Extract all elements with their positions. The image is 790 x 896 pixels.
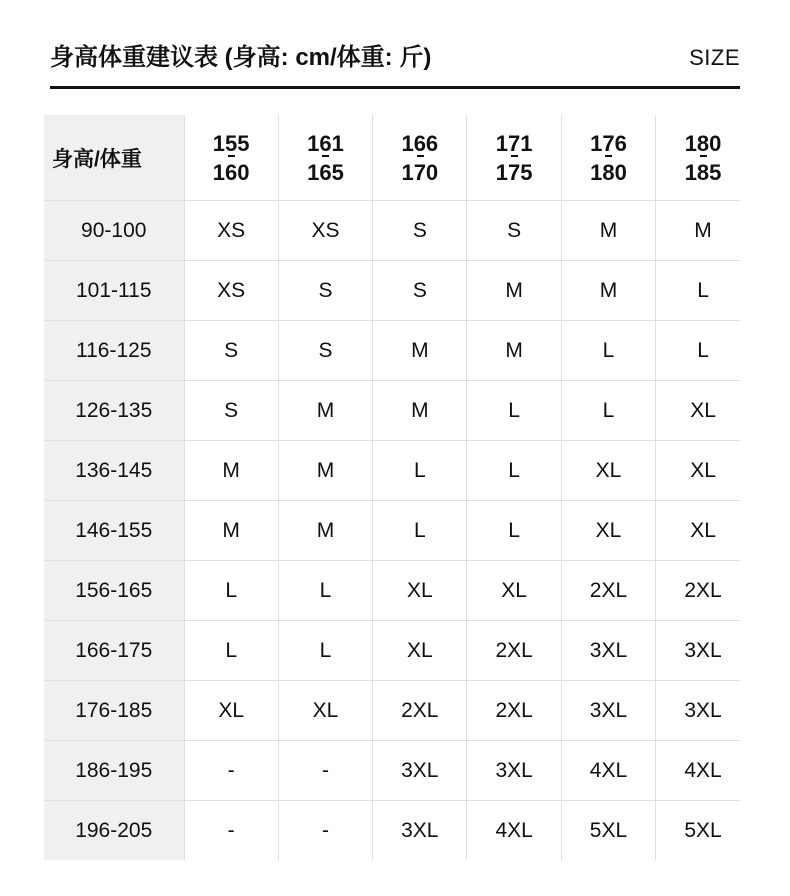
weight-range-cell: 176-185 xyxy=(44,681,184,741)
size-table xyxy=(44,115,740,860)
height-range-top: 161 xyxy=(307,130,344,156)
header-divider xyxy=(50,86,740,89)
size-cell: XL xyxy=(656,501,740,561)
table-row xyxy=(44,621,740,681)
height-header-4 xyxy=(467,115,561,201)
weight-range-cell: 146-155 xyxy=(44,501,184,561)
height-range-bottom: 160 xyxy=(212,159,250,185)
size-cell: S xyxy=(184,321,278,381)
size-cell: M xyxy=(656,201,740,261)
size-cell: 4XL xyxy=(467,801,561,861)
size-cell: L xyxy=(561,321,655,381)
height-header-5 xyxy=(561,115,655,201)
table-row xyxy=(44,441,740,501)
size-cell: L xyxy=(278,561,372,621)
table-row xyxy=(44,681,740,741)
size-cell: M xyxy=(184,501,278,561)
height-range-bottom: 165 xyxy=(307,159,344,185)
height-range-top: 155 xyxy=(212,130,250,156)
size-cell: L xyxy=(467,501,561,561)
size-cell: 3XL xyxy=(373,801,467,861)
size-cell: M xyxy=(561,261,655,321)
size-cell: 5XL xyxy=(561,801,655,861)
weight-range-cell: 186-195 xyxy=(44,741,184,801)
size-cell: L xyxy=(184,621,278,681)
size-cell: L xyxy=(278,621,372,681)
size-label: SIZE xyxy=(689,45,740,70)
height-header-3 xyxy=(373,115,467,201)
table-row xyxy=(44,501,740,561)
size-cell: 2XL xyxy=(561,561,655,621)
weight-range-cell: 126-135 xyxy=(44,381,184,441)
weight-range-cell: 196-205 xyxy=(44,801,184,861)
height-header-2 xyxy=(278,115,372,201)
size-cell: L xyxy=(656,321,740,381)
size-cell: 3XL xyxy=(373,741,467,801)
corner-header: 身高/体重 xyxy=(44,115,184,201)
height-range-bottom: 180 xyxy=(590,159,627,185)
size-cell: M xyxy=(467,321,561,381)
size-cell: M xyxy=(278,441,372,501)
size-cell: 3XL xyxy=(561,621,655,681)
size-cell: 4XL xyxy=(561,741,655,801)
size-cell: M xyxy=(278,501,372,561)
size-cell: 2XL xyxy=(373,681,467,741)
table-row xyxy=(44,201,740,261)
size-cell: XS xyxy=(184,261,278,321)
size-cell: XL xyxy=(373,561,467,621)
height-range-top: 180 xyxy=(684,130,722,156)
size-cell: - xyxy=(184,741,278,801)
chart-title: 身高体重建议表 (身高: cm/体重: 斤) xyxy=(50,44,432,71)
height-range-top: 176 xyxy=(590,130,627,156)
table-row xyxy=(44,561,740,621)
size-cell: M xyxy=(278,381,372,441)
size-cell: - xyxy=(278,801,372,861)
size-cell: XL xyxy=(278,681,372,741)
weight-range-cell: 156-165 xyxy=(44,561,184,621)
size-cell: XL xyxy=(184,681,278,741)
size-cell: 2XL xyxy=(467,681,561,741)
size-cell: M xyxy=(561,201,655,261)
size-cell: XS xyxy=(278,201,372,261)
table-row xyxy=(44,381,740,441)
weight-range-cell: 136-145 xyxy=(44,441,184,501)
size-cell: L xyxy=(561,381,655,441)
size-cell: L xyxy=(656,261,740,321)
size-cell: XL xyxy=(561,501,655,561)
size-cell: M xyxy=(184,441,278,501)
size-cell: 3XL xyxy=(656,621,740,681)
size-cell: M xyxy=(373,381,467,441)
table-row xyxy=(44,261,740,321)
height-range-top: 171 xyxy=(495,130,533,156)
size-cell: XS xyxy=(184,201,278,261)
size-cell: S xyxy=(467,201,561,261)
size-cell: S xyxy=(278,261,372,321)
size-cell: XL xyxy=(656,381,740,441)
size-cell: 3XL xyxy=(467,741,561,801)
size-cell: XL xyxy=(467,561,561,621)
size-cell: M xyxy=(467,261,561,321)
size-cell: L xyxy=(467,381,561,441)
table-row xyxy=(44,801,740,861)
size-cell: 5XL xyxy=(656,801,740,861)
height-range-bottom: 185 xyxy=(684,159,722,185)
size-cell: L xyxy=(373,501,467,561)
height-header-1 xyxy=(184,115,278,201)
size-cell: L xyxy=(373,441,467,501)
size-table-container xyxy=(44,115,740,860)
size-cell: XL xyxy=(656,441,740,501)
size-cell: - xyxy=(184,801,278,861)
table-header-row xyxy=(44,115,740,201)
size-cell: - xyxy=(278,741,372,801)
table-row xyxy=(44,741,740,801)
height-header-6 xyxy=(656,115,740,201)
size-cell: S xyxy=(278,321,372,381)
size-cell: S xyxy=(184,381,278,441)
size-cell: M xyxy=(373,321,467,381)
size-cell: 3XL xyxy=(561,681,655,741)
size-cell: L xyxy=(184,561,278,621)
height-range-bottom: 175 xyxy=(495,159,533,185)
size-cell: L xyxy=(467,441,561,501)
height-range-top: 166 xyxy=(401,130,439,156)
size-cell: S xyxy=(373,261,467,321)
chart-header xyxy=(50,38,740,78)
weight-range-cell: 166-175 xyxy=(44,621,184,681)
weight-range-cell: 101-115 xyxy=(44,261,184,321)
height-range-bottom: 170 xyxy=(401,159,439,185)
size-cell: 4XL xyxy=(656,741,740,801)
size-cell: XL xyxy=(373,621,467,681)
size-cell: 3XL xyxy=(656,681,740,741)
size-cell: S xyxy=(373,201,467,261)
size-cell: 2XL xyxy=(467,621,561,681)
size-cell: XL xyxy=(561,441,655,501)
weight-range-cell: 90-100 xyxy=(44,201,184,261)
table-row xyxy=(44,321,740,381)
weight-range-cell: 116-125 xyxy=(44,321,184,381)
size-cell: 2XL xyxy=(656,561,740,621)
